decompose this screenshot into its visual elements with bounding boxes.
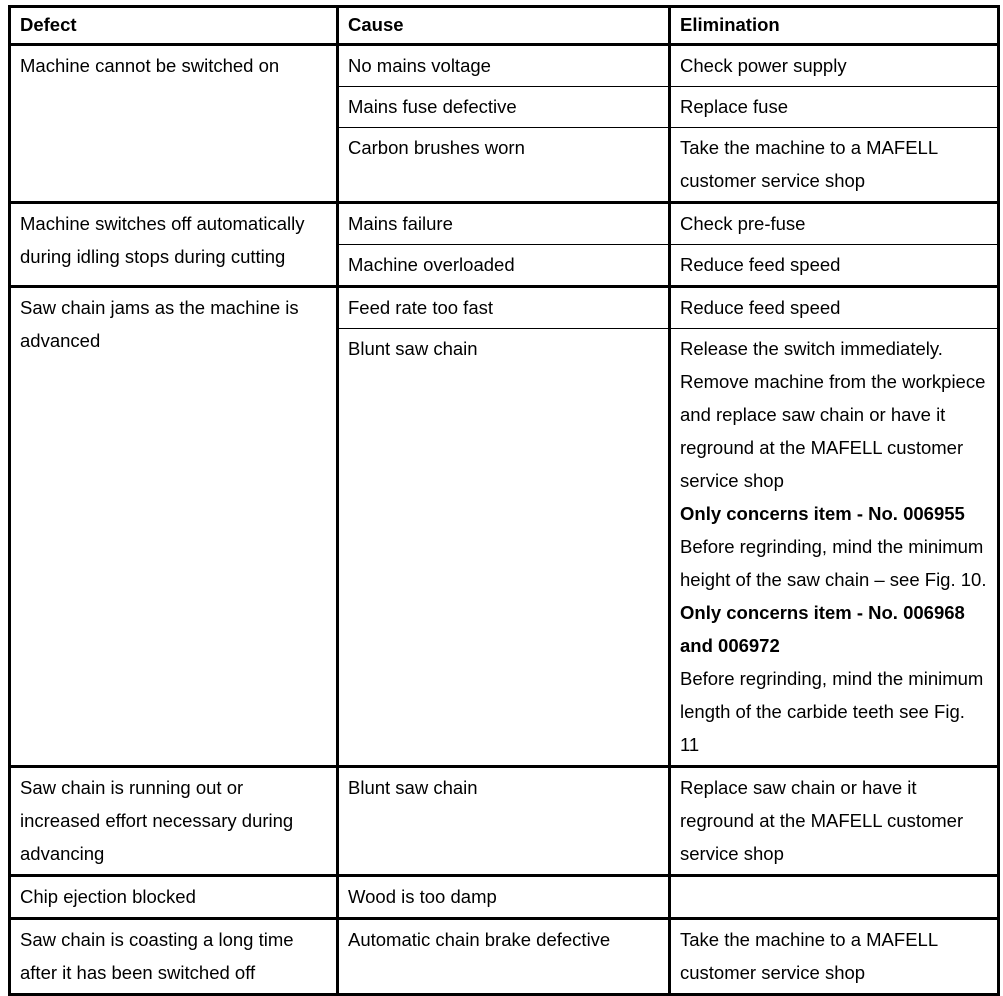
elimination-paragraph: Before regrinding, mind the minimum length of the carbide teeth see Fig. 11 — [680, 668, 984, 755]
elimination-cell: Take the machine to a MAFELL customer service shop — [670, 919, 999, 995]
column-header-elimination: Elimination — [670, 7, 999, 45]
defect-cell: Saw chain is running out or increased effort necessary during advancing — [10, 767, 338, 876]
elimination-cell: Replace saw chain or have it reground at the MAFELL customer service shop — [670, 767, 999, 876]
defect-cell: Chip ejection blocked — [10, 876, 338, 919]
table-row — [10, 287, 999, 329]
column-header-defect: Defect — [10, 7, 338, 45]
elimination-cell: Reduce feed speed — [670, 245, 999, 287]
defect-cell: Machine cannot be switched on — [10, 45, 338, 203]
defect-cell: Saw chain jams as the machine is advanced — [10, 287, 338, 767]
cause-cell: Wood is too damp — [338, 876, 670, 919]
cause-cell: Mains failure — [338, 203, 670, 245]
elimination-note-bold: Only concerns item - No. 006955 — [680, 503, 965, 524]
cause-cell: Machine overloaded — [338, 245, 670, 287]
elimination-paragraph: Release the switch immediately. Remove machine from the workpiece and replace saw chain or have it reground at the MAFELL customer service shop — [680, 338, 986, 491]
elimination-note-bold: Only concerns item - No. 006968 and 006972 — [680, 602, 965, 656]
table-row — [10, 767, 999, 876]
table-row — [10, 876, 999, 919]
elimination-cell: Replace fuse — [670, 87, 999, 128]
column-header-cause: Cause — [338, 7, 670, 45]
elimination-cell: Check power supply — [670, 45, 999, 87]
defect-cell: Machine switches off automatically during idling stops during cutting — [10, 203, 338, 287]
cause-cell: Feed rate too fast — [338, 287, 670, 329]
table-row — [10, 203, 999, 245]
cause-cell: Automatic chain brake defective — [338, 919, 670, 995]
elimination-cell: Take the machine to a MAFELL customer service shop — [670, 128, 999, 203]
cause-cell: Mains fuse defective — [338, 87, 670, 128]
cause-cell: No mains voltage — [338, 45, 670, 87]
elimination-cell: Reduce feed speed — [670, 287, 999, 329]
troubleshooting-table — [8, 5, 1000, 996]
defect-cell: Saw chain is coasting a long time after it has been switched off — [10, 919, 338, 995]
cause-cell: Blunt saw chain — [338, 329, 670, 767]
table-header-row — [10, 7, 999, 45]
elimination-paragraph: Before regrinding, mind the minimum height of the saw chain – see Fig. 10. — [680, 536, 987, 590]
table-header — [10, 7, 999, 45]
table-row — [10, 919, 999, 995]
elimination-cell: Check pre-fuse — [670, 203, 999, 245]
elimination-cell — [670, 329, 999, 767]
table-body — [10, 45, 999, 995]
cause-cell: Carbon brushes worn — [338, 128, 670, 203]
cause-cell: Blunt saw chain — [338, 767, 670, 876]
elimination-cell-empty — [670, 876, 999, 919]
table-row — [10, 45, 999, 87]
